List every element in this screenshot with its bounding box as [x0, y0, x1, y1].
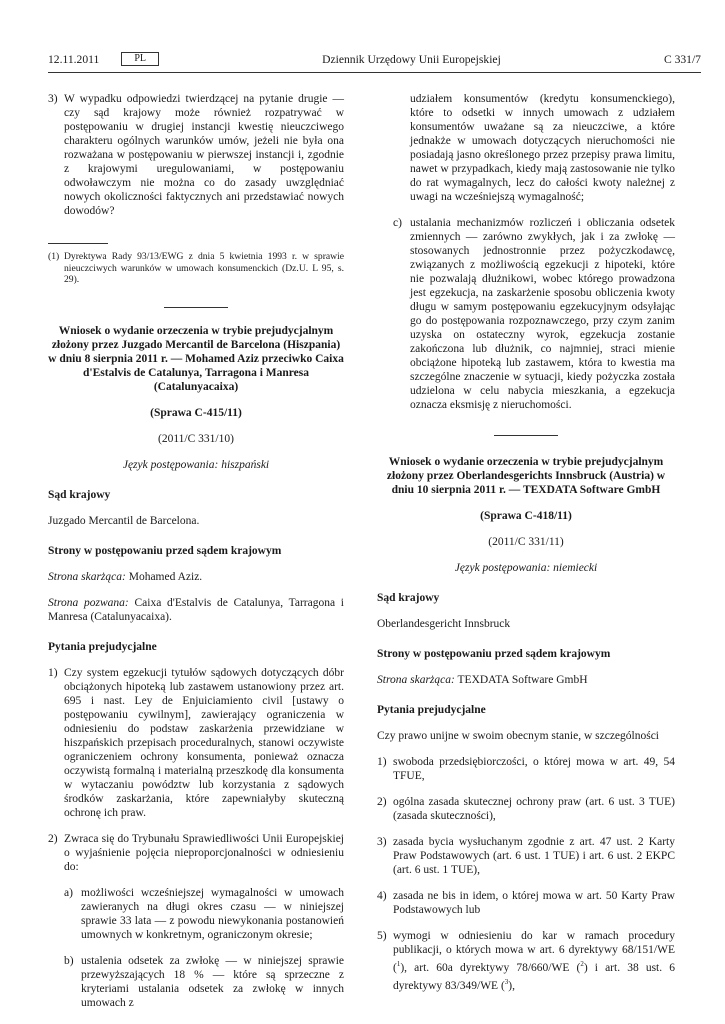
court-heading: Sąd krajowy: [48, 488, 111, 501]
defendant-label: Strona pozwana:: [48, 596, 129, 609]
publication-date: 12.11.2011: [48, 52, 100, 66]
question-2-number: 2): [48, 832, 58, 845]
parties-heading: Strony w postępowaniu przed sądem krajowym: [377, 648, 611, 660]
procedure-language: Język postępowania: niemiecki: [454, 562, 598, 574]
case-number: (Sprawa C-418/11): [480, 510, 572, 522]
question-1-text: Czy system egzekucji tytułów sądowych dotyczących dóbr obciążonych hipoteką lub zastawem ustanowiony przez art. 695 i nast. Ley de Enjuiciamiento civil [ustawy o postępowaniu cywilnym], zawierający ograniczenia w odniesieniu do podstaw zaskarżenia przewidziane w hiszpańskich przepisach proceduralnych, stanowi oczywiste ograniczeniem ochrony konsumenta, ponieważ oznacza oczywistą formalną i materialną przeszkodę dla konsumenta w wytaczaniu powództw lub korzystania z sądowych środków zaskarżania, które zapewniałyby skuteczną ochronę ich praw.: [64, 666, 344, 819]
question-2a-letter: a): [64, 886, 73, 899]
question-3: [48, 92, 344, 218]
questions-heading: Pytania prejudycjalne: [377, 704, 486, 716]
item-2-number: 2): [377, 796, 387, 808]
question-2b-text: ustalenia odsetek za zwłokę — w niniejszej sprawie przewyższających 18 % — które są sprzeczne z kryteriami ustalania odsetek za zwłokę w innych umowach z: [81, 954, 344, 1009]
item-3-text: zasada bycia wysłuchanym zgodnie z art. 47 ust. 2 Karty Praw Podstawowych (art. 6 ust. 1 TUE) i art. 6 ust. 2 EKPC (art. 6 ust. 1 TUE),: [393, 836, 675, 876]
header-left: [48, 52, 159, 66]
journal-title: Dziennik Urzędowy Unii Europejskiej: [322, 52, 501, 66]
plaintiff-label: Strona skarżąca:: [377, 674, 455, 686]
question-3-text: W wypadku odpowiedzi twierdzącej na pytanie drugie — czy sąd krajowy może również rozpatrywać w postępowaniu w drugiej instancji kwestię nieuczciwego charakteru ogólnych warunków umów, jeżeli nie była ona rozważana w postępowaniu w pierwszej instancji i, zgodnie z krajowymi uregulowaniami, w postępowaniu odwoławczym nie można co do zasady uwzględniać nowych okoliczności faktycznych ani przedstawiać nowych dowodów?: [64, 93, 344, 217]
plaintiff-name: Mohamed Aziz.: [128, 570, 203, 583]
question-2c-text: ustalania mechanizmów rozliczeń i obliczania odsetek zmiennych — zarówno zwykłych, jak i za zwłokę — stosowanych jednostronnie przez pożyczkodawcę, związanych z możliwością egzekucji z hipoteki, które nie pozwalają dłużnikowi, wobec którego prowadzona jest egzekucja, na zaskarżenie sposobu obliczenia kwoty długu w samym postępowaniu egzekucyjnym odsyłając go do postępowania rozpoznawczego, przy czym zanim uzyska on ostateczny wyrok, egzekucja zostanie zakończona lub dłużnik, co najmniej, straci mienie obciążone hipoteką lub zastawem, która to kwestia ma szczególne znaczenie w sytuacji, kiedy pożyczka została udzielona w celu nabycia mieszkania, a egzekucja oznacza eksmisję z nieruchomości.: [410, 217, 675, 411]
defendant-name: Caixa d'Estalvis de Catalunya, Tarragona i Manresa (Catalunyacaixa).: [48, 596, 344, 623]
question-2b-letter: b): [64, 954, 74, 967]
item-5-text-part: ),: [508, 979, 516, 992]
plaintiff-line: [377, 673, 675, 687]
item-5-text-part: wymogi w odniesieniu do kar w ramach procedury publikacji, o których mowa w art. 6 dyrektywy 68/151/WE (: [393, 930, 675, 974]
page-number: C 331/7: [663, 52, 701, 66]
item-3: [377, 835, 675, 877]
plaintiff-name: TEXDATA Software GmbH: [457, 674, 588, 686]
question-2c-letter: c): [393, 217, 402, 229]
question-2b-continued: [393, 92, 675, 204]
procedure-language: Język postępowania: hiszpański: [122, 458, 270, 471]
page-header: [48, 46, 701, 73]
item-2: [377, 795, 675, 823]
footnote: [48, 251, 344, 286]
item-5-text-part: ) i art. 38 ust. 6 dyrektywy 83/349/WE (: [393, 961, 675, 992]
item-4: [377, 889, 675, 917]
plaintiff-line: [48, 570, 344, 584]
case-title: Wniosek o wydanie orzeczenia w trybie prejudycjalnym złożony przez Oberlandesgerichts Innsbruck (Austria) w dniu 10 sierpnia 2011 r. — TEXDATA Software GmbH: [386, 456, 666, 496]
right-column: [377, 92, 675, 993]
question-2: [48, 832, 344, 874]
question-1: [48, 666, 344, 820]
question-2c: [393, 216, 675, 412]
footnote-ref-2: 2: [580, 960, 584, 968]
question-2b-continued-text: udziałem konsumentów (kredytu konsumenckiego), które to odsetki w innych umowach z udziałem konsumentów uważane są za nieuczciwe, a które jednakże w umowach dotyczących nieruchomości nie posiadają jasno określonego przez przepisy prawa limitu, nawet w przypadkach, kiedy mają zastosowanie nie tylko do rat wymagalnych, lecz do całości kwoty należnej z uwagi na wcześniejszą wymagalność;: [410, 93, 675, 203]
item-2-text: ogólna zasada skutecznej ochrony praw (art. 6 ust. 3 TUE) (zasada skuteczności),: [393, 796, 675, 822]
footnote-text: Dyrektywa Rady 93/13/EWG z dnia 5 kwietnia 1993 r. w sprawie nieuczciwych warunków w umowach konsumenckich (Dz.U. L 95, s. 29).: [64, 251, 344, 285]
parties-heading: Strony w postępowaniu przed sądem krajowym: [48, 544, 282, 557]
item-5-text-part: ), art. 60a dyrektywy 78/660/WE (: [400, 961, 581, 974]
questions-intro: Czy prawo unijne w swoim obecnym stanie, w szczególności: [377, 730, 660, 742]
item-1-text: swoboda przedsiębiorczości, o której mowa w art. 49, 54 TFUE,: [393, 756, 675, 782]
court-name: Juzgado Mercantil de Barcelona.: [48, 514, 200, 527]
language-badge: PL: [121, 52, 159, 66]
plaintiff-label: Strona skarżąca:: [48, 570, 126, 583]
court-heading: Sąd krajowy: [377, 592, 440, 604]
footnote-number: (1): [48, 251, 60, 262]
defendant-line: [48, 596, 344, 624]
item-3-number: 3): [377, 836, 387, 848]
item-4-text: zasada ne bis in idem, o której mowa w art. 50 Karty Praw Podstawowych lub: [393, 890, 675, 916]
footnote-ref-3: 3: [504, 977, 509, 986]
question-2b: [64, 954, 344, 1010]
question-2a-text: możliwości wcześniejszej wymagalności w umowach zawieranych na długi okres czasu — w niniejszej sprawie 33 lata — z powodu niewykonania postanowień umownych w konkretnym, ograniczonym okresie;: [81, 886, 344, 941]
item-5: [377, 929, 675, 993]
item-1: [377, 755, 675, 783]
case-number: (Sprawa C-415/11): [150, 406, 242, 419]
item-5-number: 5): [377, 930, 387, 942]
question-3-number: 3): [48, 93, 58, 105]
questions-heading: Pytania prejudycjalne: [48, 640, 157, 653]
case-reference: (2011/C 331/11): [488, 536, 564, 548]
left-column: [48, 92, 344, 1010]
question-2a: [64, 886, 344, 942]
question-1-number: 1): [48, 666, 58, 679]
case-title: Wniosek o wydanie orzeczenia w trybie prejudycjalnym złożony przez Juzgado Mercantil de Barcelona (Hiszpania) w dniu 8 sierpnia 2011 r. — Mohamed Aziz przeciwko Caixa d'Estalvis de Catalunya, Tarragona i Manresa (Catalunyacaixa): [48, 324, 344, 393]
question-2-text: Zwraca się do Trybunału Sprawiedliwości Unii Europejskiej o wyjaśnienie pojęcia nieproporcjonalności w odniesieniu do:: [64, 832, 344, 873]
footnote-ref-1: 1: [396, 960, 401, 968]
item-4-number: 4): [377, 890, 387, 902]
item-5-text: [393, 929, 675, 993]
court-name: Oberlandesgericht Innsbruck: [377, 618, 511, 630]
item-1-number: 1): [377, 756, 387, 768]
continuation-indent: [393, 92, 410, 204]
case-reference: (2011/C 331/10): [158, 432, 234, 445]
